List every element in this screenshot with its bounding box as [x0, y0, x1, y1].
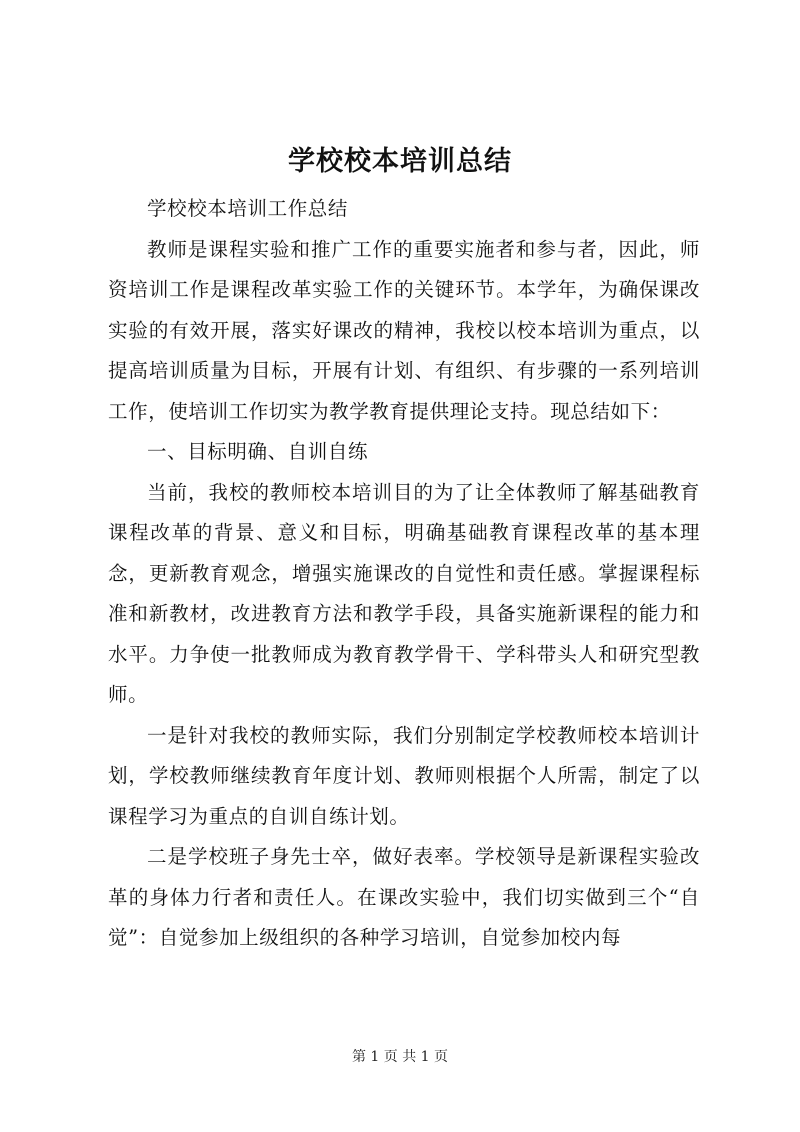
- paragraph-leadership: 二是学校班子身先士卒，做好表率。学校领导是新课程实验改革的身体力行者和责任人。在课改实验中，我们切实做到三个“自觉”：自觉参加上级组织的各种学习培训，自觉参加校内每: [108, 845, 700, 949]
- page-footer: 第 1 页 共 1 页: [351, 1049, 449, 1065]
- document-title: 学校校本培训总结: [288, 146, 512, 177]
- paragraph-goals: 当前，我校的教师校本培训目的为了让全体教师了解基础教育课程改革的背景、意义和目标，明确基础教育课程改革的基本理念，更新教育观念，增强实施课改的自觉性和责任感。掌握课程标准和新教材，改进教育方法和教学手段，具备实施新课程的能力和水平。力争使一批教师成为教育教学骨干、学科带头人和研究型教师。: [108, 480, 700, 706]
- paragraph-intro: 教师是课程实验和推广工作的重要实施者和参与者，因此，师资培训工作是课程改革实验工作的关键环节。本学年，为确保课改实验的有效开展，落实好课改的精神，我校以校本培训为重点，以提高培训质量为目标，开展有计划、有组织、有步骤的一系列培训工作，使培训工作切实为教学教育提供理论支持。现总结如下：: [108, 237, 700, 423]
- paragraph-subtitle: 学校校本培训工作总结: [147, 197, 349, 220]
- paragraph-plan: 一是针对我校的教师实际，我们分别制定学校教师校本培训计划，学校教师继续教育年度计划、教师则根据个人所需，制定了以课程学习为重点的自训自练计划。: [108, 723, 700, 828]
- document-body: [108, 189, 700, 959]
- section-heading: 一、目标明确、自训自练: [147, 440, 369, 463]
